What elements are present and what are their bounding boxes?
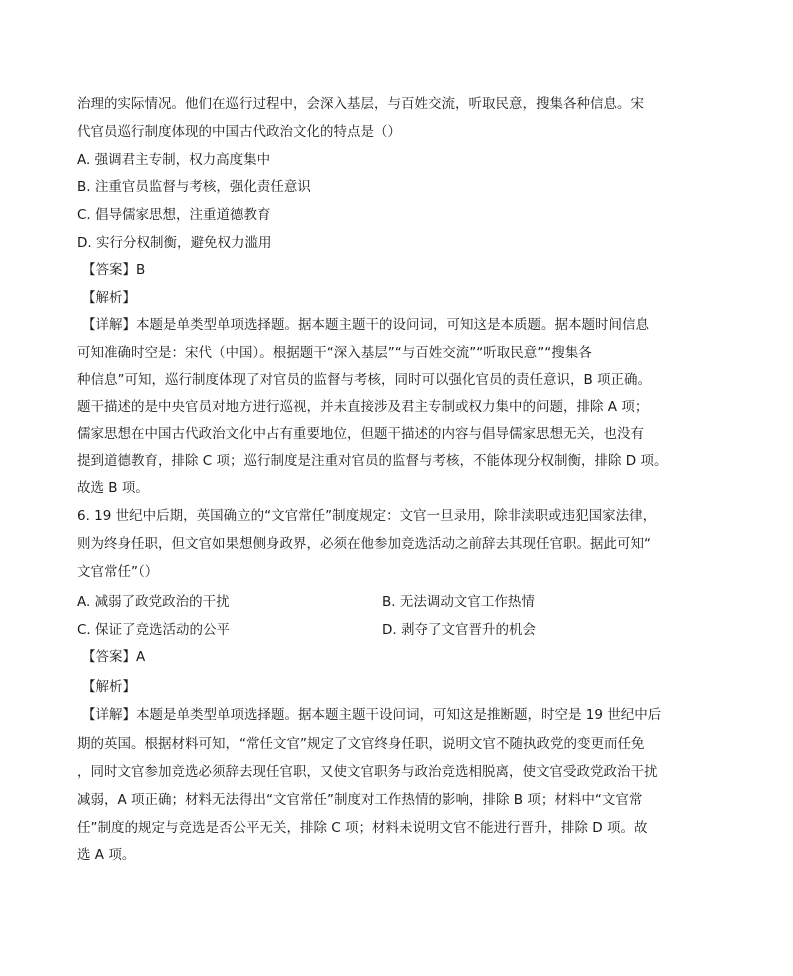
q5-detail-line-6: 提到道德教育，排除 C 项；巡行制度是注重对官员的监督与考核，不能体现分权制衡，排除 D 项。 — [77, 453, 668, 469]
q5-option-c: C. 倡导儒家思想，注重道德教育 — [77, 207, 271, 223]
q5-option-d: D. 实行分权制衡，避免权力滥用 — [77, 235, 272, 251]
q5-answer: 【答案】B — [82, 262, 146, 278]
q5-stem-line-1: 治理的实际情况。他们在巡行过程中，会深入基层，与百姓交流，听取民意，搜集各种信息。宋 — [77, 96, 644, 112]
q5-detail-line-3: 种信息”可知，巡行制度体现了对官员的监督与考核，同时可以强化官员的责任意识，B 项正确。 — [77, 372, 652, 388]
q6-detail-line-5: 任”制度的规定与竞选是否公平无关，排除 C 项；材料未说明文官不能进行晋升，排除 D 项。故 — [77, 820, 648, 836]
q6-option-a: A. 减弱了政党政治的干扰 — [77, 594, 230, 610]
q6-detail-line-2: 期的英国。根据材料可知，“常任文官”规定了文官终身任职，说明文官不随执政党的变更而任免 — [77, 736, 645, 752]
q5-stem-line-2: 代官员巡行制度体现的中国古代政治文化的特点是（） — [77, 124, 401, 140]
q5-detail-line-5: 儒家思想在中国古代政治文化中占有重要地位，但题干描述的内容与倡导儒家思想无关，也没有 — [77, 426, 644, 442]
q5-detail-line-4: 题干描述的是中央官员对地方进行巡视，并未直接涉及君主专制或权力集中的问题，排除 A 项； — [77, 399, 649, 415]
q5-detail-line-7: 故选 B 项。 — [77, 480, 149, 496]
q5-detail-line-2: 可知准确时空是：宋代（中国）。根据题干“深入基层”“与百姓交流”“听取民意”“搜集各 — [77, 345, 592, 361]
q6-stem-line-2: 则为终身任职，但文官如果想侧身政界，必须在他参加竞选活动之前辞去其现任官职。据此可知“ — [77, 536, 651, 552]
q6-option-d: D. 剥夺了文官晋升的机会 — [382, 622, 536, 638]
q6-option-c: C. 保证了竞选活动的公平 — [77, 622, 231, 638]
q6-detail-line-6: 选 A 项。 — [77, 847, 136, 863]
q6-stem-line-3: 文官常任”（） — [77, 564, 159, 580]
q6-stem-line-1: 6. 19 世纪中后期，英国确立的“文官常任”制度规定：文官一旦录用，除非渎职或违犯国家法律， — [77, 508, 657, 524]
q5-detail-line-1: 【详解】本题是单类型单项选择题。据本题主题干的设问词，可知这是本质题。据本题时间信息 — [82, 317, 649, 333]
q5-option-a: A. 强调君主专制，权力高度集中 — [77, 152, 271, 168]
q6-analysis-heading: 【解析】 — [82, 679, 136, 695]
q6-detail-line-3: ，同时文官参加竞选必须辞去现任官职，又使文官职务与政治竞选相脱离，使文官受政党政治干扰 — [77, 764, 658, 780]
q5-option-b: B. 注重官员监督与考核，强化责任意识 — [77, 179, 311, 195]
q6-option-b: B. 无法调动文官工作热情 — [382, 594, 535, 610]
q6-answer: 【答案】A — [82, 649, 146, 665]
q6-detail-line-1: 【详解】本题是单类型单项选择题。据本题主题干设问词，可知这是推断题，时空是 19 世纪中后 — [82, 707, 662, 723]
q6-detail-line-4: 减弱，A 项正确；材料无法得出“文官常任”制度对工作热情的影响，排除 B 项；材料中“文官常 — [77, 792, 643, 808]
q5-analysis-heading: 【解析】 — [82, 290, 136, 306]
